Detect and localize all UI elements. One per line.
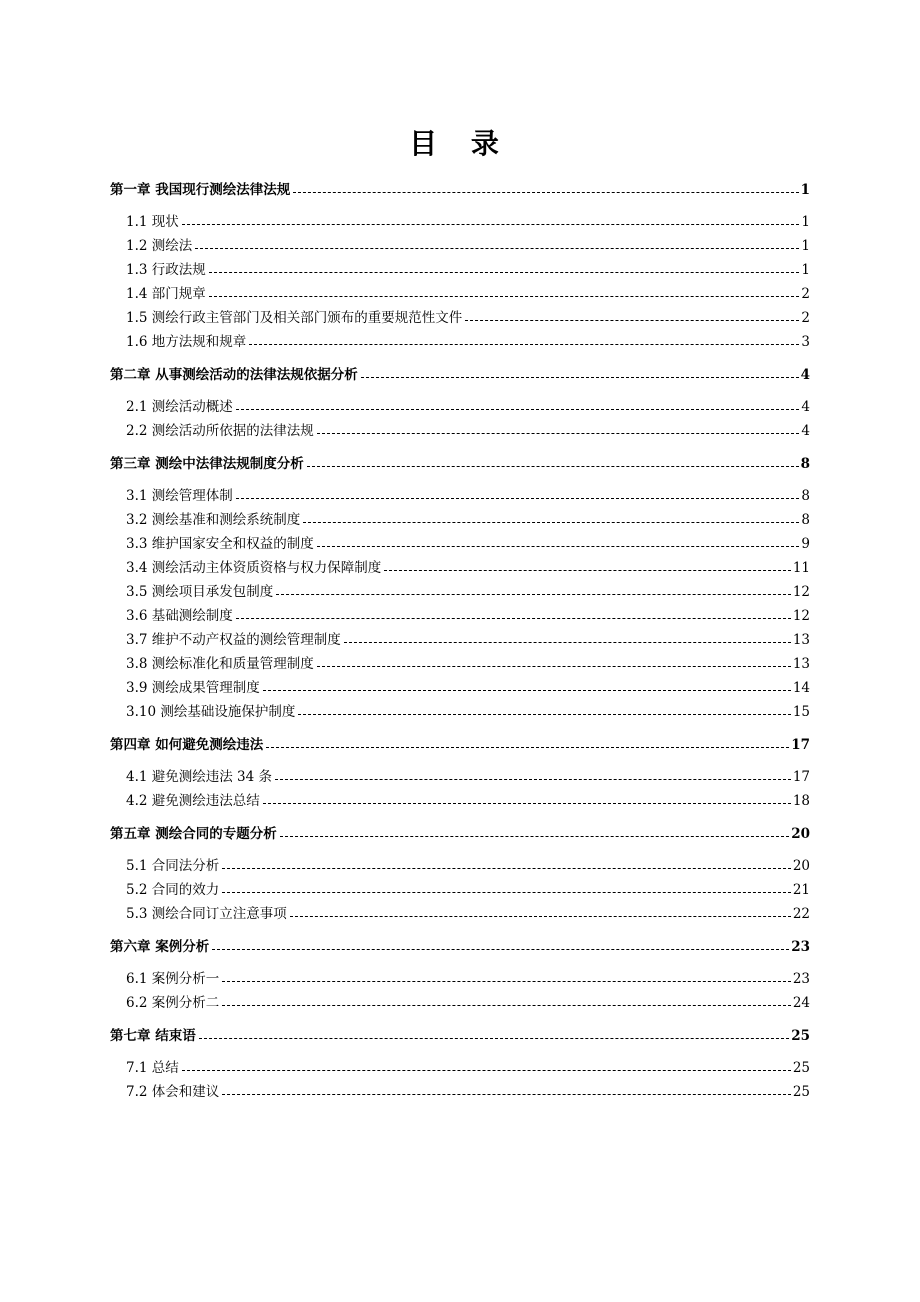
toc-section-entry[interactable] [110, 967, 810, 991]
toc-chapter-entry[interactable] [110, 452, 810, 476]
toc-section-entry[interactable] [110, 1080, 810, 1104]
toc-dot-leader [317, 545, 800, 547]
toc-section-label: 1.3 行政法规 [126, 262, 206, 278]
toc-dot-leader [303, 521, 799, 523]
toc-section-entry[interactable] [110, 556, 810, 580]
toc-section-label: 3.2 测绘基准和测绘系统制度 [126, 512, 301, 528]
toc-dot-leader [222, 867, 791, 869]
toc-dot-leader [317, 432, 800, 434]
toc-chapter-label: 第三章 测绘中法律法规制度分析 [110, 456, 304, 472]
toc-page-number: 9 [801, 536, 810, 552]
toc-section-entry[interactable] [110, 789, 810, 813]
toc-section-entry[interactable] [110, 902, 810, 926]
toc-section-label: 1.4 部门规章 [126, 286, 206, 302]
toc-section-entry[interactable] [110, 508, 810, 532]
toc-dot-leader [293, 191, 798, 193]
toc-section-label: 3.6 基础测绘制度 [126, 608, 233, 624]
toc-page-number: 23 [792, 971, 810, 987]
toc-page-number: 4 [801, 399, 810, 415]
toc-dot-leader [307, 465, 799, 467]
toc-section-label: 5.3 测绘合同订立注意事项 [126, 906, 287, 922]
toc-section-label: 1.1 现状 [126, 214, 179, 230]
toc-section-label: 4.1 避免测绘违法 34 条 [126, 769, 273, 785]
toc-page-number: 8 [800, 456, 810, 472]
page-title: 目 录 [409, 127, 511, 160]
toc-section-entry[interactable] [110, 652, 810, 676]
toc-dot-leader [222, 891, 791, 893]
toc-page-number: 13 [792, 632, 810, 648]
toc-page-number: 1 [801, 262, 810, 278]
toc-page-number: 1 [800, 182, 810, 198]
toc-page-number: 24 [792, 995, 810, 1011]
toc-dot-leader [236, 408, 800, 410]
toc-dot-leader [236, 497, 800, 499]
toc-chapter-entry[interactable] [110, 935, 810, 959]
toc-section-label: 2.2 测绘活动所依据的法律法规 [126, 423, 314, 439]
toc-section-entry[interactable] [110, 878, 810, 902]
toc-chapter-label: 第一章 我国现行测绘法律法规 [110, 182, 291, 198]
toc-page-number: 22 [792, 906, 810, 922]
toc-section-label: 3.4 测绘活动主体资质资格与权力保障制度 [126, 560, 382, 576]
toc-chapter-entry[interactable] [110, 178, 810, 202]
toc-page-number: 21 [792, 882, 810, 898]
toc-section-entry[interactable] [110, 484, 810, 508]
toc-chapter-entry[interactable] [110, 1024, 810, 1048]
toc-chapter-label: 第四章 如何避免测绘违法 [110, 737, 264, 753]
toc-page-number: 1 [801, 238, 810, 254]
toc-page-number: 20 [792, 858, 810, 874]
toc-section-entry[interactable] [110, 234, 810, 258]
table-of-contents [110, 178, 810, 1104]
toc-dot-leader [263, 802, 791, 804]
toc-page-number: 8 [801, 488, 810, 504]
toc-section-label: 5.2 合同的效力 [126, 882, 220, 898]
toc-section-entry[interactable] [110, 604, 810, 628]
toc-page-number: 13 [792, 656, 810, 672]
toc-section-entry[interactable] [110, 676, 810, 700]
toc-dot-leader [236, 617, 791, 619]
toc-section-label: 3.7 维护不动产权益的测绘管理制度 [126, 632, 341, 648]
toc-dot-leader [263, 689, 791, 691]
toc-section-entry[interactable] [110, 532, 810, 556]
toc-page-number: 2 [801, 286, 810, 302]
toc-page-number: 12 [792, 584, 810, 600]
toc-page-number: 17 [791, 737, 810, 753]
toc-dot-leader [222, 980, 791, 982]
toc-section-label: 3.3 维护国家安全和权益的制度 [126, 536, 314, 552]
toc-chapter-label: 第六章 案例分析 [110, 939, 210, 955]
toc-dot-leader [276, 593, 791, 595]
toc-page-number: 20 [791, 826, 810, 842]
toc-dot-leader [199, 1037, 790, 1039]
toc-section-entry[interactable] [110, 628, 810, 652]
toc-section-label: 1.5 测绘行政主管部门及相关部门颁布的重要规范性文件 [126, 310, 463, 326]
toc-section-label: 3.10 测绘基础设施保护制度 [126, 704, 296, 720]
toc-section-label: 1.6 地方法规和规章 [126, 334, 247, 350]
toc-dot-leader [222, 1093, 791, 1095]
toc-section-entry[interactable] [110, 580, 810, 604]
toc-page-number: 4 [800, 367, 810, 383]
toc-section-label: 6.2 案例分析二 [126, 995, 220, 1011]
toc-dot-leader [298, 713, 790, 715]
toc-section-label: 3.5 测绘项目承发包制度 [126, 584, 274, 600]
toc-section-entry[interactable] [110, 419, 810, 443]
toc-section-label: 5.1 合同法分析 [126, 858, 220, 874]
toc-section-label: 3.1 测绘管理体制 [126, 488, 233, 504]
toc-dot-leader [290, 915, 791, 917]
toc-section-entry[interactable] [110, 991, 810, 1015]
toc-dot-leader [361, 376, 799, 378]
toc-dot-leader [275, 778, 791, 780]
toc-section-label: 4.2 避免测绘违法总结 [126, 793, 260, 809]
toc-section-label: 6.1 案例分析一 [126, 971, 220, 987]
toc-chapter-label: 第七章 结束语 [110, 1028, 196, 1044]
toc-section-entry[interactable] [110, 854, 810, 878]
toc-page-number: 15 [792, 704, 810, 720]
toc-page-number: 14 [792, 680, 810, 696]
toc-dot-leader [195, 247, 799, 249]
toc-dot-leader [465, 319, 799, 321]
toc-section-label: 7.1 总结 [126, 1060, 179, 1076]
toc-section-label: 7.2 体会和建议 [126, 1084, 220, 1100]
toc-page-number: 25 [791, 1028, 810, 1044]
toc-section-entry[interactable] [110, 258, 810, 282]
toc-dot-leader [280, 835, 790, 837]
toc-section-entry[interactable] [110, 700, 810, 724]
toc-page-number: 18 [792, 793, 810, 809]
toc-chapter-entry[interactable] [110, 363, 810, 387]
toc-section-entry[interactable] [110, 282, 810, 306]
toc-page-number: 2 [801, 310, 810, 326]
toc-chapter-label: 第二章 从事测绘活动的法律法规依据分析 [110, 367, 358, 383]
toc-dot-leader [249, 343, 799, 345]
toc-section-entry[interactable] [110, 395, 810, 419]
toc-section-label: 1.2 测绘法 [126, 238, 193, 254]
toc-page-number: 23 [791, 939, 810, 955]
toc-dot-leader [182, 223, 800, 225]
toc-dot-leader [317, 665, 791, 667]
toc-dot-leader [212, 948, 789, 950]
toc-section-entry[interactable] [110, 765, 810, 789]
toc-section-entry[interactable] [110, 210, 810, 234]
toc-dot-leader [209, 295, 800, 297]
toc-page-number: 4 [801, 423, 810, 439]
toc-chapter-label: 第五章 测绘合同的专题分析 [110, 826, 277, 842]
toc-chapter-entry[interactable] [110, 822, 810, 846]
toc-dot-leader [222, 1004, 791, 1006]
toc-section-label: 2.1 测绘活动概述 [126, 399, 233, 415]
toc-page-number: 3 [801, 334, 810, 350]
toc-section-entry[interactable] [110, 330, 810, 354]
toc-dot-leader [182, 1069, 791, 1071]
toc-dot-leader [266, 746, 789, 748]
toc-page-number: 25 [792, 1084, 810, 1100]
toc-section-label: 3.9 测绘成果管理制度 [126, 680, 260, 696]
toc-page-number: 17 [792, 769, 810, 785]
toc-page-number: 11 [792, 560, 810, 576]
toc-page-number: 1 [801, 214, 810, 230]
toc-page-number: 25 [792, 1060, 810, 1076]
toc-page-number: 8 [801, 512, 810, 528]
toc-section-entry[interactable] [110, 306, 810, 330]
toc-section-label: 3.8 测绘标准化和质量管理制度 [126, 656, 314, 672]
toc-page-number: 12 [792, 608, 810, 624]
toc-dot-leader [344, 641, 791, 643]
toc-section-entry[interactable] [110, 1056, 810, 1080]
toc-dot-leader [209, 271, 800, 273]
toc-chapter-entry[interactable] [110, 733, 810, 757]
toc-dot-leader [384, 569, 791, 571]
